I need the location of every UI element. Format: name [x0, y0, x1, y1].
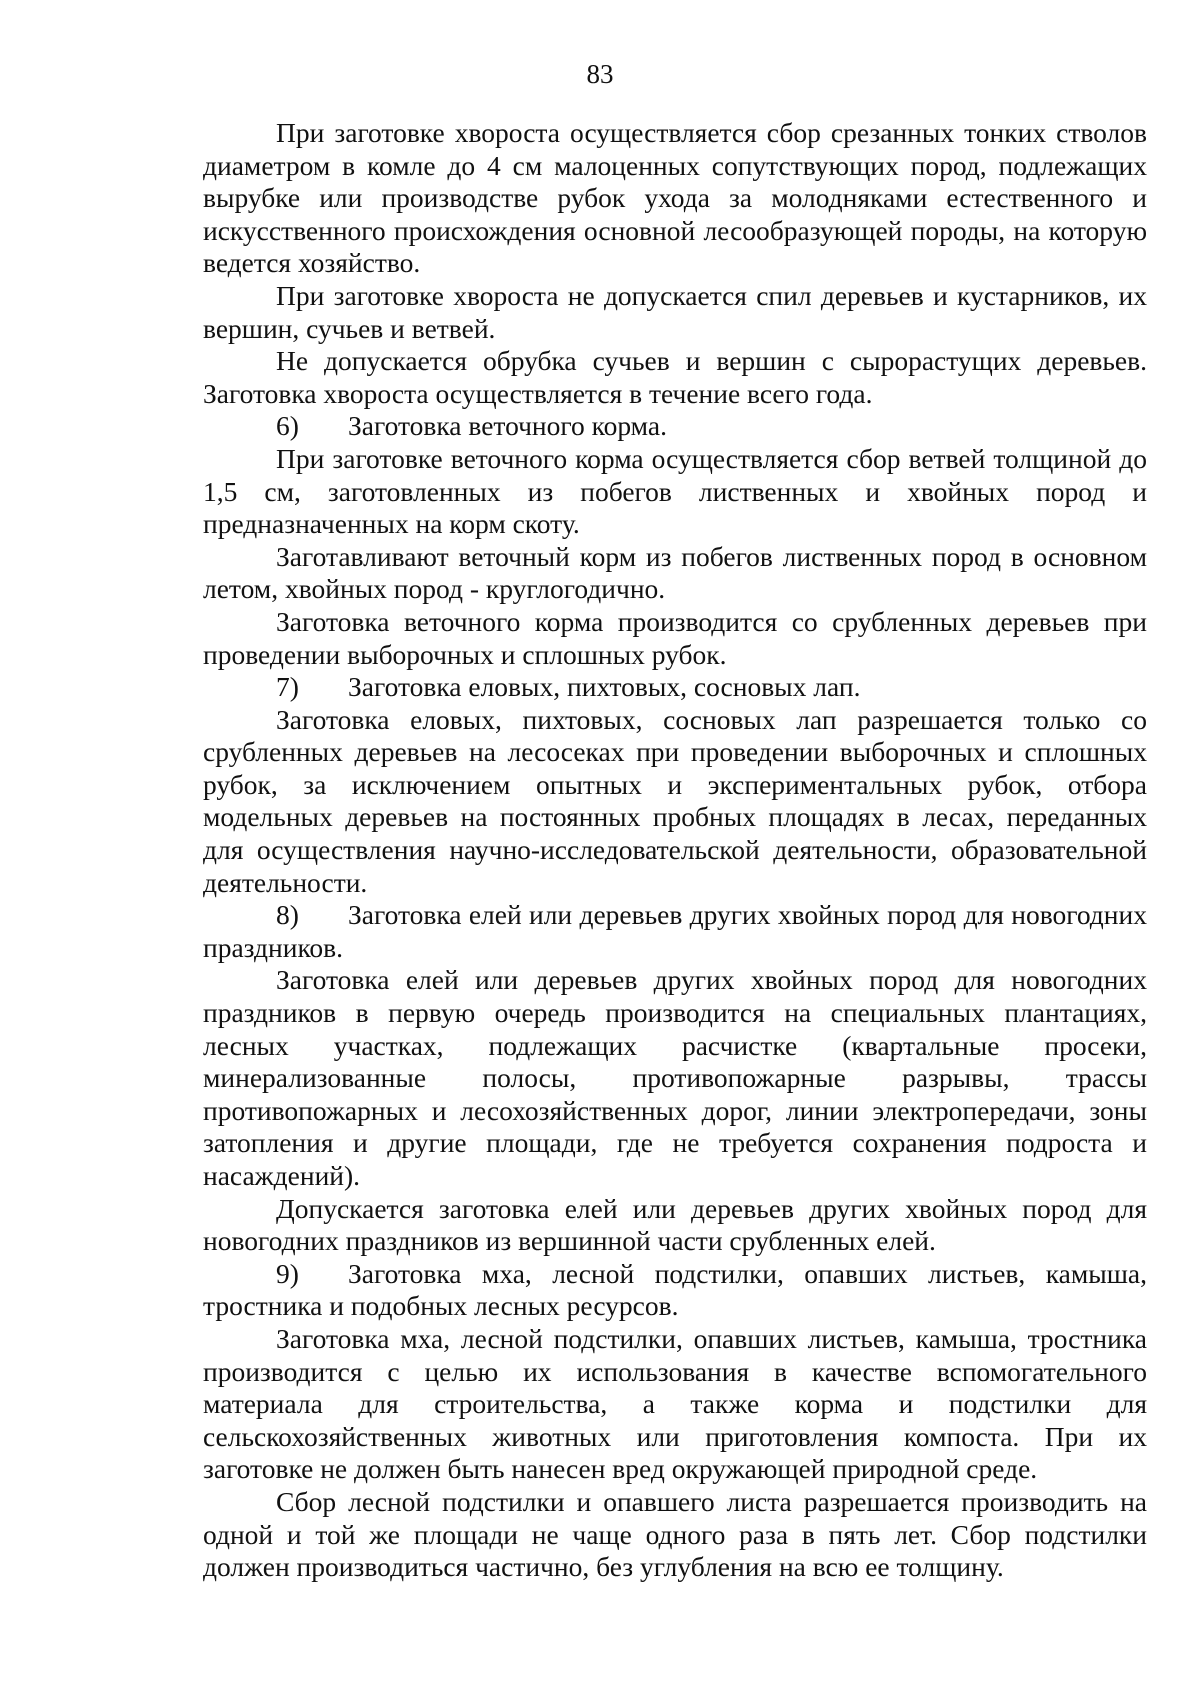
list-item-text: Заготовка веточного корма. [348, 410, 667, 442]
list-item-number: 9) [276, 1257, 299, 1289]
list-item-number: 7) [276, 671, 299, 703]
paragraph: Заготовка мха, лесной подстилки, опавших листьев, камыша, тростника производится с целью их использования в качестве вспомогательного материала для строительства, а также корма и подстилки для сельскохозяйственных животных или приготовления компоста. При их заготовке не должен быть нанесен вред окружающей природной среде. [203, 1322, 1147, 1485]
list-item [203, 899, 1147, 964]
paragraph: Сбор лесной подстилки и опавшего листа разрешается производить на одной и той же площади не чаще одного раза в пять лет. Сбор подстилки должен производиться частично, без углубления на всю ее толщину. [203, 1485, 1147, 1583]
list-item-text: Заготовка елей или деревьев других хвойных пород для новогодних праздников. [203, 899, 1147, 963]
list-item-text: Заготовка еловых, пихтовых, сосновых лап. [348, 671, 861, 703]
paragraph: Заготовка веточного корма производится со срубленных деревьев при проведении выборочных и сплошных рубок. [203, 605, 1147, 670]
paragraph: При заготовке хвороста осуществляется сбор срезанных тонких стволов диаметром в комле до 4 см малоценных сопутствующих пород, подлежащих вырубке или производстве рубок ухода за молодняками естественного и искусственного происхождения основной лесообразующей породы, на которую ведется хозяйство. [203, 117, 1147, 279]
paragraph: Заготавливают веточный корм из побегов лиственных пород в основном летом, хвойных пород - круглогодично. [203, 540, 1147, 605]
list-item [203, 410, 1147, 443]
document-body [203, 117, 1147, 1584]
paragraph: Заготовка еловых, пихтовых, сосновых лап разрешается только со срубленных деревьев на лесосеках при проведении выборочных и сплошных рубок, за исключением опытных и экспериментальных рубок, отбора модельных деревьев на постоянных пробных площадях в лесах, переданных для осуществления научно-исследовательской деятельности, образовательной деятельности. [203, 703, 1147, 898]
list-item-number: 6) [276, 410, 299, 442]
page-number: 83 [586, 59, 614, 89]
list-item [203, 671, 1147, 704]
paragraph: При заготовке веточного корма осуществляется сбор ветвей толщиной до 1,5 см, заготовленных из побегов лиственных и хвойных пород и предназначенных на корм скоту. [203, 442, 1147, 540]
paragraph: Заготовка елей или деревьев других хвойных пород для новогодних праздников в первую очередь производится на специальных плантациях, лесных участках, подлежащих расчистке (квартальные просеки, минерализованные полосы, противопожарные разрывы, трассы противопожарных и лесохозяйственных дорог, линии электропередачи, зоны затопления и другие площади, где не требуется сохранения подроста и насаждений). [203, 964, 1147, 1191]
paragraph: Не допускается обрубка сучьев и вершин с сырорастущих деревьев. Заготовка хвороста осуществляется в течение всего года. [203, 345, 1147, 409]
list-item-number: 8) [276, 899, 299, 931]
list-item [203, 1258, 1147, 1323]
paragraph: При заготовке хвороста не допускается спил деревьев и кустарников, их вершин, сучьев и ветвей. [203, 279, 1147, 344]
paragraph: Допускается заготовка елей или деревьев других хвойных пород для новогодних праздников из вершинной части срубленных елей. [203, 1192, 1147, 1257]
list-item-text: Заготовка мха, лесной подстилки, опавших листьев, камыша, тростника и подобных лесных ресурсов. [203, 1257, 1147, 1322]
